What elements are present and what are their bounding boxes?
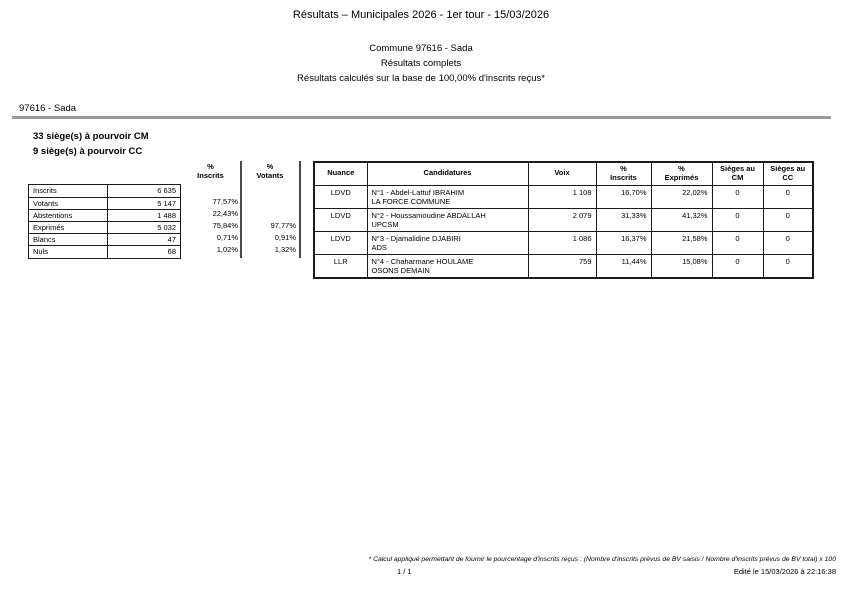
pct-value: 97,77% [270,221,296,231]
pct-value: 0,71% [216,233,238,243]
candidate-voix: 1 086 [528,231,596,254]
table-row [29,221,180,233]
pct-value: 22,43% [212,209,238,219]
header-sieges-cc [763,162,813,185]
candidate-row [314,254,813,278]
header-sieges-cm [712,162,763,185]
candidate-row [314,208,813,231]
stat-value: 5 032 [107,222,180,233]
candidate-pct-exprimes: 41,32% [651,208,712,231]
pct-value: 77,57% [212,197,238,207]
table-row [29,197,180,209]
seats-cc-line: 9 siège(s) à pourvoir CC [33,146,143,157]
candidate-list: OSONS DEMAIN [371,265,430,275]
candidate-sieges-cm: 0 [712,185,763,208]
stat-label: Votants [33,199,59,209]
candidate-sieges-cc: 0 [763,185,813,208]
candidate-nuance: LDVD [314,185,367,208]
column-divider [299,161,301,258]
stat-value: 1 488 [107,210,180,221]
cc-label: CC [782,172,794,182]
candidate-row [314,231,813,254]
table-header-row [314,162,813,185]
candidate-voix: 2 079 [528,208,596,231]
candidate-list: LA FORCE COMMUNE [371,196,451,206]
pct-symbol: % [620,164,627,173]
header-pct-exprimes [651,162,712,185]
pct-inscrits-label: Inscrits [610,172,637,182]
participation-table [28,184,181,259]
candidate-sieges-cm: 0 [712,208,763,231]
candidate-voix: 1 108 [528,185,596,208]
sieges-label: Sièges au [770,164,806,173]
pct-value: 75,84% [212,221,238,231]
header-nuance: Nuance [314,162,367,185]
candidate-name-cell [367,185,528,208]
section-commune-label: 97616 - Sada [19,103,77,114]
sieges-label: Sièges au [719,164,756,173]
stat-value: 68 [107,246,180,257]
pct-value [242,208,296,220]
candidate-pct-exprimes: 22,02% [651,185,712,208]
cm-label: CM [731,172,744,182]
candidate-row [314,185,813,208]
pct-votants-values [242,184,296,257]
pct-value: 0,91% [274,233,296,243]
pct-exprimes-label: Exprimés [664,172,699,182]
pct-value [242,184,296,196]
pct-votants-label: Votants [256,170,284,180]
candidate-name-cell [367,254,528,278]
candidate-name-cell [367,231,528,254]
candidates-table [313,161,814,279]
candidate-name: N°2 - Houssamoudine ABDALLAH [371,210,486,220]
pct-value [183,184,238,196]
stat-value: 5 147 [107,198,180,209]
calculation-basis-subtitle: Résultats calculés sur la base de 100,00% d'inscrits reçus* [297,73,545,84]
candidate-name-cell [367,208,528,231]
candidate-nuance: LLR [314,254,367,278]
page-title: Résultats – Municipales 2026 - 1er tour - 15/03/2026 [292,9,550,21]
pct-inscrits-label: Inscrits [197,170,224,180]
candidate-nuance: LDVD [314,231,367,254]
pct-value: 1,02% [216,245,238,255]
candidate-pct-inscrits: 16,70% [596,185,651,208]
candidate-pct-exprimes: 15,08% [651,254,712,278]
stat-label: Inscrits [33,186,57,195]
seats-cm-line: 33 siège(s) à pourvoir CM [33,131,149,142]
stat-value: 47 [107,234,180,245]
calculation-footnote: * Calcul appliqué permettant de fournir le pourcentage d'inscrits reçus : (Nombre d'inscrits prévus de BV saisis / Nombre d'inscrits prévus de BV total) x 100 [368,556,836,563]
results-status-subtitle: Résultats complets [380,58,462,69]
stat-label: Blancs [33,235,56,245]
candidate-list: ADS [371,242,387,252]
header-pct-inscrits [596,162,651,185]
pct-value: 1,32% [274,245,296,255]
table-row [29,185,180,197]
candidate-sieges-cm: 0 [712,231,763,254]
participation-summary [28,161,323,258]
candidate-sieges-cc: 0 [763,208,813,231]
section-divider [12,116,831,119]
candidate-name: N°1 - Abdel-Lattuf IBRAHIM [371,187,465,197]
stat-label: Exprimés [33,223,65,233]
stat-value: 6 635 [107,185,180,197]
pct-symbol: % [678,164,685,173]
candidate-pct-exprimes: 21,58% [651,231,712,254]
candidate-name: N°3 - Djamalidine DJABIRI [371,233,461,243]
edited-timestamp: Edité le 15/03/2026 à 22:16:38 [733,567,836,576]
candidate-nuance: LDVD [314,208,367,231]
pct-symbol: % [266,162,274,171]
pct-value [242,196,296,208]
header-voix: Voix [528,162,596,185]
candidate-pct-inscrits: 31,33% [596,208,651,231]
header-candidatures: Candidatures [367,162,528,185]
page-number: 1 / 1 [397,567,412,576]
pct-inscrits-column-header [181,163,240,180]
candidate-voix: 759 [528,254,596,278]
pct-symbol: % [207,162,214,171]
table-row [29,245,180,257]
candidate-sieges-cm: 0 [712,254,763,278]
stat-label: Abstentions [33,211,73,221]
candidate-list: UPCSM [371,219,399,229]
stat-label: Nuls [33,247,49,257]
candidate-name: N°4 - Chaharmane HOULAME [371,256,474,266]
candidate-pct-inscrits: 11,44% [596,254,651,278]
commune-subtitle: Commune 97616 - Sada [369,43,473,54]
candidate-sieges-cc: 0 [763,231,813,254]
candidate-pct-inscrits: 16,37% [596,231,651,254]
pct-votants-column-header [242,163,298,180]
table-row [29,209,180,221]
table-row [29,233,180,245]
candidate-sieges-cc: 0 [763,254,813,278]
pct-inscrits-values [183,184,238,257]
